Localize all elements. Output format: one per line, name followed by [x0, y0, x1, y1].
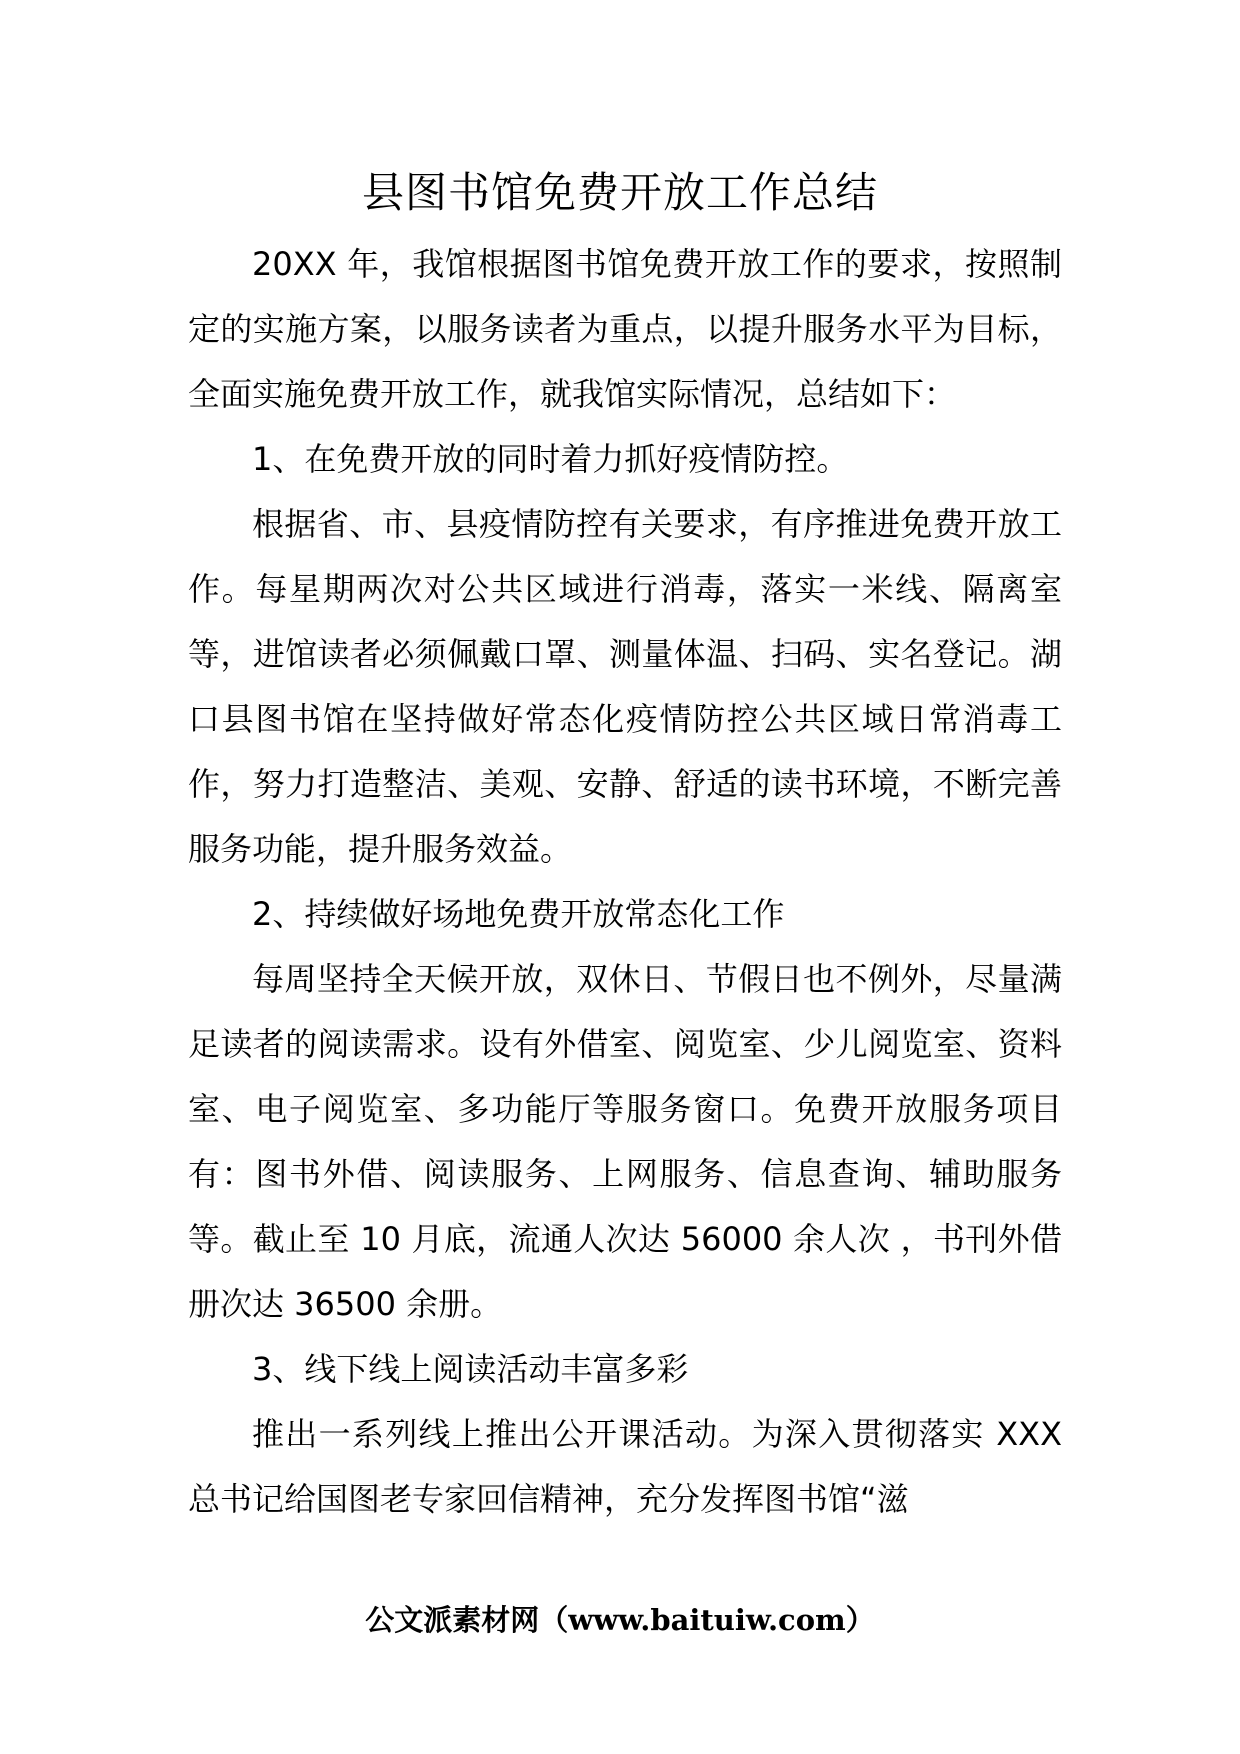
section-2-paragraph: 每周坚持全天候开放，双休日、节假日也不例外，尽量满足读者的阅读需求。设有外借室、阅览室、少儿阅览室、资料室、电子阅览室、多功能厅等服务窗口。免费开放服务项目有：图书外借、阅读服务、上网服务、信息查询、辅助服务等。截止至 10 月底，流通人次达 56000 余人次 ，书刊外借册次达 36500 余册。 [188, 960, 1062, 1323]
section-3-paragraph: 推出一系列线上推出公开课活动。为深入贯彻落实 XXX 总书记给国图老专家回信精神，充分发挥图书馆“滋 [188, 1415, 1062, 1518]
section-heading-3: 3、线下线上阅读活动丰富多彩 [252, 1350, 689, 1388]
document-body [188, 232, 1062, 1532]
intro-paragraph: 20XX 年，我馆根据图书馆免费开放工作的要求，按照制定的实施方案，以服务读者为重点，以提升服务水平为目标，全面实施免费开放工作，就我馆实际情况，总结如下： [188, 245, 1062, 413]
document-title: 县图书馆免费开放工作总结 [361, 168, 878, 217]
section-heading-2: 2、持续做好场地免费开放常态化工作 [252, 895, 785, 933]
section-1-paragraph: 根据省、市、县疫情防控有关要求，有序推进免费开放工作。每星期两次对公共区域进行消毒，落实一米线、隔离室等，进馆读者必须佩戴口罩、测量体温、扫码、实名登记。湖口县图书馆在坚持做好常态化疫情防控公共区域日常消毒工作，努力打造整洁、美观、安静、舒适的读书环境，不断完善服务功能，提升服务效益。 [188, 505, 1062, 868]
footer-watermark: 公文派素材网（www.baituiw.com） [365, 1603, 875, 1637]
section-heading-1: 1、在免费开放的同时着力抓好疫情防控。 [252, 440, 849, 478]
